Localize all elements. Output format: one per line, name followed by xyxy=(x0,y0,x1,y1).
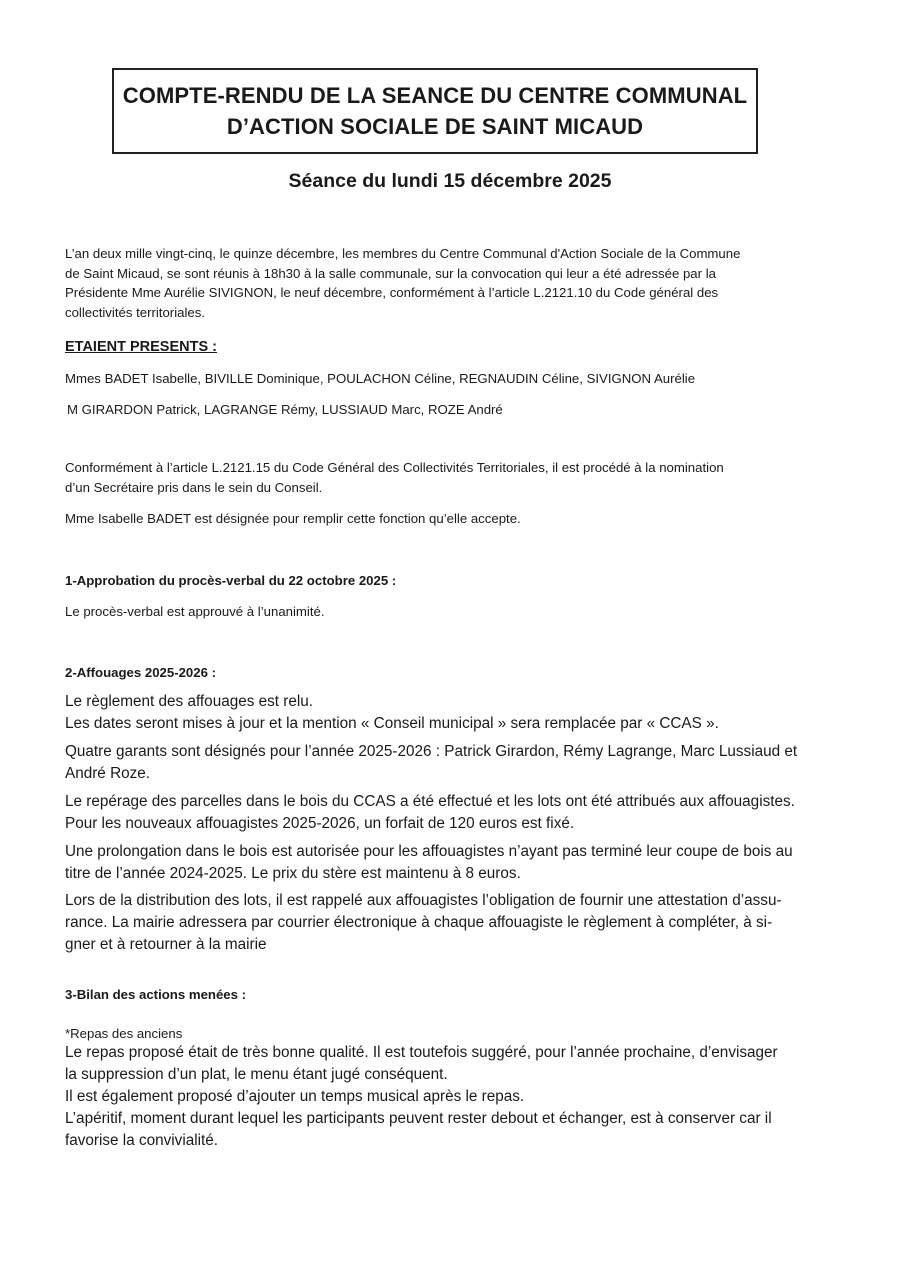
section2-line: gner et à retourner à la mairie xyxy=(65,936,267,953)
section2-line: titre de l’année 2024-2025. Le prix du stère est maintenu à 8 euros. xyxy=(65,865,521,882)
section1-text: Le procès-verbal est approuvé à l’unanimité. xyxy=(65,604,325,619)
presents-mmes: Mmes BADET Isabelle, BIVILLE Dominique, POULACHON Céline, REGNAUDIN Céline, SIVIGNON Aurélie xyxy=(65,371,696,386)
section2-line: Le règlement des affouages est relu. xyxy=(65,693,314,710)
section2-p3 xyxy=(65,791,825,835)
section3-line: favorise la convivialité. xyxy=(65,1132,219,1149)
secretaire-designation: Mme Isabelle BADET est désignée pour remplir cette fonction qu’elle accepte. xyxy=(65,511,521,526)
intro-paragraph xyxy=(65,244,825,322)
section2-line: Quatre garants sont désignés pour l’année 2025-2026 : Patrick Girardon, Rémy Lagrange, Marc Lussiaud et xyxy=(65,743,798,760)
section2-line: André Roze. xyxy=(65,765,151,782)
section3-heading: 3-Bilan des actions menées : xyxy=(65,987,247,1002)
section3-line: Il est également proposé d’ajouter un temps musical après le repas. xyxy=(65,1088,525,1105)
title-line-1: COMPTE-RENDU DE LA SEANCE DU CENTRE COMMUNAL xyxy=(122,83,748,108)
section3-line: la suppression d’un plat, le menu étant jugé conséquent. xyxy=(65,1066,448,1083)
secretaire-paragraph xyxy=(65,458,825,497)
secretaire-line: d’un Secrétaire pris dans le sein du Conseil. xyxy=(65,479,323,495)
intro-line: de Saint Micaud, se sont réunis à 18h30 à la salle communale, sur la convocation qui leur a été adressée par la xyxy=(65,265,716,281)
section2-line: rance. La mairie adressera par courrier électronique à chaque affouagiste le règlement à compléter, à si- xyxy=(65,914,773,931)
section3-line: Le repas proposé était de très bonne qualité. Il est toutefois suggéré, pour l’année prochaine, d’envisager xyxy=(65,1044,778,1061)
section2-p5 xyxy=(65,890,825,956)
section2-p1 xyxy=(65,691,825,735)
section1-heading: 1-Approbation du procès-verbal du 22 octobre 2025 : xyxy=(65,573,397,588)
section3-subheading: *Repas des anciens xyxy=(65,1026,183,1041)
seance-date: Séance du lundi 15 décembre 2025 xyxy=(288,170,612,192)
section2-line: Les dates seront mises à jour et la mention « Conseil municipal » sera remplacée par « CCAS ». xyxy=(65,715,719,732)
section3-paragraph xyxy=(65,1042,825,1152)
presents-m: M GIRARDON Patrick, LAGRANGE Rémy, LUSSIAUD Marc, ROZE André xyxy=(67,402,503,417)
section2-p4 xyxy=(65,841,825,885)
secretaire-line: Conformément à l’article L.2121.15 du Code Général des Collectivités Territoriales, il est procédé à la nomination xyxy=(65,460,724,475)
presents-heading: ETAIENT PRESENTS : xyxy=(65,339,217,355)
title-line-2: D’ACTION SOCIALE DE SAINT MICAUD xyxy=(226,114,644,139)
section2-line: Une prolongation dans le bois est autorisée pour les affouagistes n’ayant pas terminé leur coupe de bois au xyxy=(65,843,793,860)
section2-line: Le repérage des parcelles dans le bois du CCAS a été effectué et les lots ont été attribués aux affouagistes. xyxy=(65,793,795,810)
section2-p2 xyxy=(65,741,825,785)
intro-line: collectivités territoriales. xyxy=(65,304,205,320)
intro-line: L’an deux mille vingt-cinq, le quinze décembre, les membres du Centre Communal d'Action Sociale de la Commune xyxy=(65,246,741,261)
intro-line: Présidente Mme Aurélie SIVIGNON, le neuf décembre, conformément à l’article L.2121.10 du Code général des xyxy=(65,285,719,300)
title-box xyxy=(112,68,758,154)
section2-line: Pour les nouveaux affouagistes 2025-2026, un forfait de 120 euros est fixé. xyxy=(65,815,575,832)
section3-line: L’apéritif, moment durant lequel les participants peuvent rester debout et échanger, est à conserver car il xyxy=(65,1110,772,1127)
section2-heading: 2-Affouages 2025-2026 : xyxy=(65,665,216,680)
section2-line: Lors de la distribution des lots, il est rappelé aux affouagistes l’obligation de fournir une attestation d’assu- xyxy=(65,892,782,909)
